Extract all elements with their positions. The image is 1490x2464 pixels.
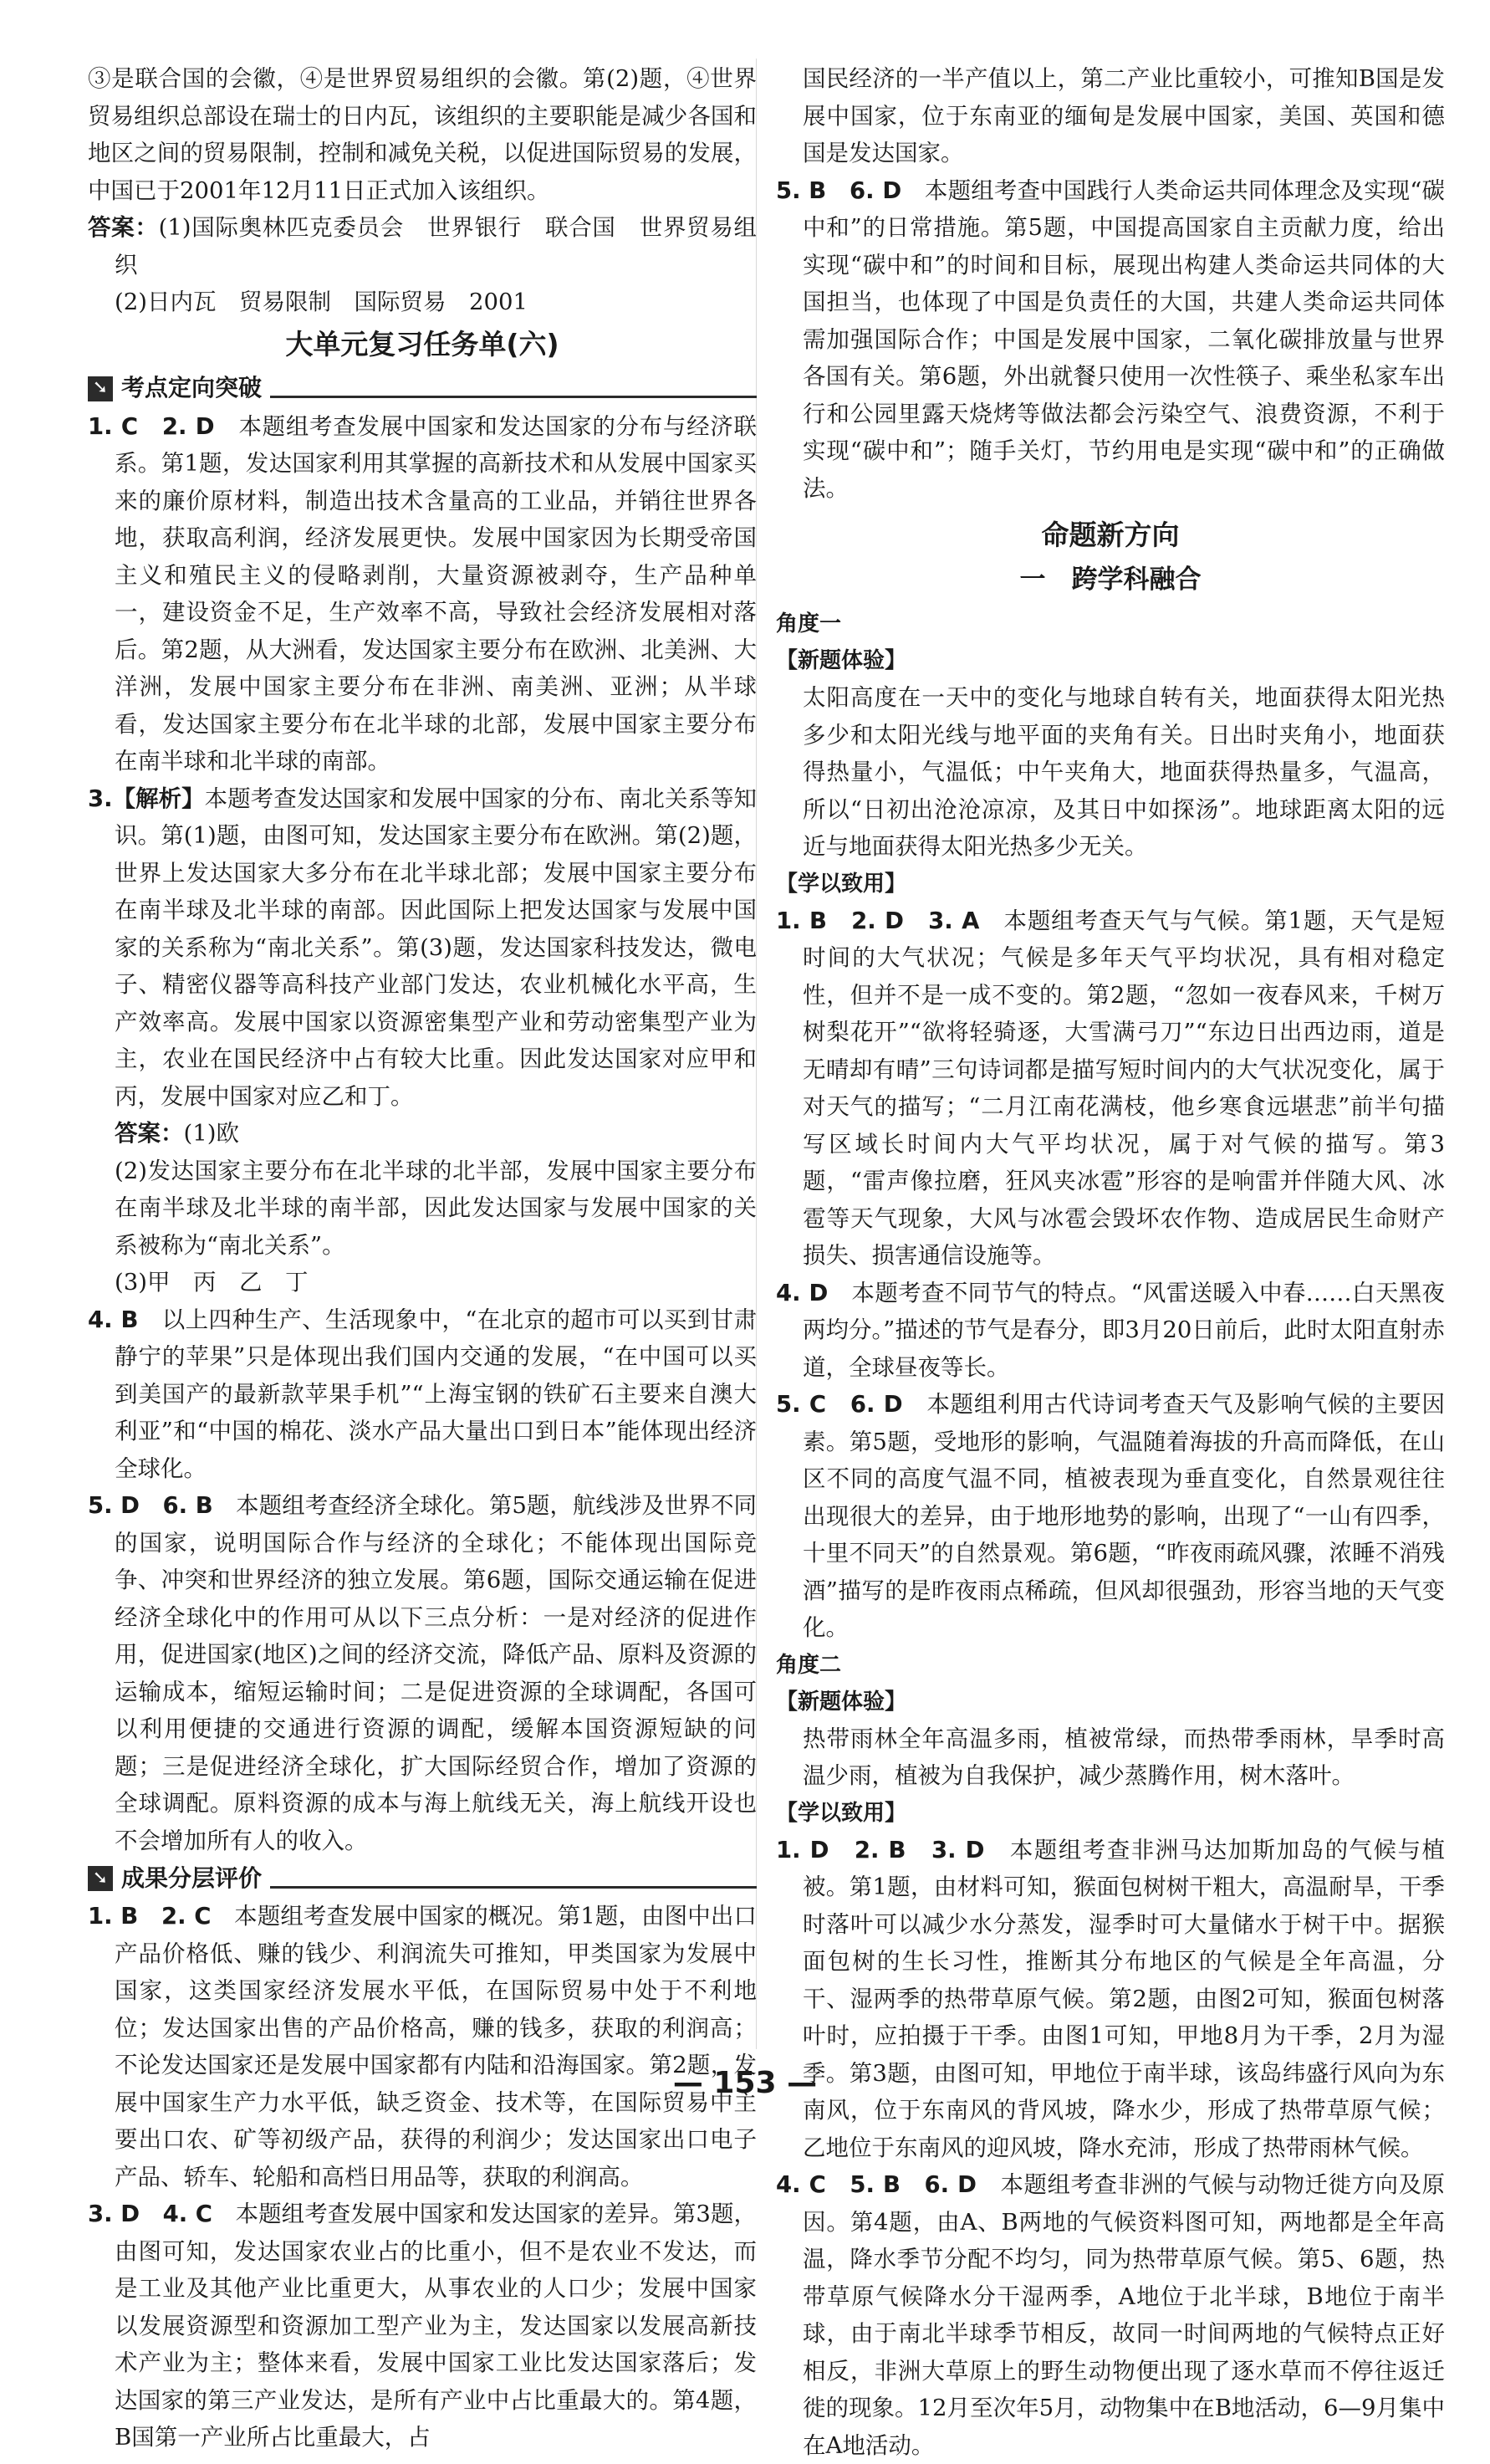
answer-item [88,1301,757,1488]
section-header-label: 成果分层评价 [121,1863,263,1892]
section-header [88,370,757,408]
explanation: 本题组考查非洲马达加斯加岛的气候与植被。第1题，由材料可知，猴面包树树干粗大，高温耐旱，干季时落叶可以减少水分蒸发，湿季时可大量储水于树干中。据猴面包树的生长习性，推断其分布地区的气候是全年高温，分干、湿两季的热带草原气候。第2题，由图2可知，猴面包树落叶时，应拍摄于干季。由图1可知，甲地8月为干季，2月为湿季。第3题，由图可知，甲地位于南半球，该岛纬盛行风向为东南风，位于东南风的背风坡，降水少，形成了热带草原气候；乙地位于东南风的迎风坡，降水充沛，形成了热带雨林气候。 [803,1836,1445,2161]
paragraph: 太阳高度在一天中的变化与地球自转有关，地面获得太阳光热多少和太阳光线与地平面的夹角有关。日出时夹角小，地面获得热量小，气温低；中午夹角大，地面获得热量多，气温高，所以“日初出沧沧凉凉，及其日中如探汤”。地球距离太阳的远近与地面获得太阳光热多少无关。 [803,684,1445,860]
answer-text: (2)日内瓦 贸易限制 国际贸易 2001 [115,289,528,315]
tag-heading: 【新题体验】 [776,1689,907,1715]
answer-text: (2)发达国家主要分布在北半球的北半部，发展中国家主要分布在南半球及北半球的南半部，因此发达国家与发展中国家的关系被称为“南北关系”。 [115,1157,757,1259]
question-number: 1. D 2. B 3. D [776,1836,985,1863]
answer-block [88,1115,757,1153]
question-number: 5. C 6. D [776,1391,903,1418]
explanation: 本题考查发达国家和发展中国家的分布、南北关系等知识。第(1)题，由图可知，发达国家主要分布在欧洲。第(2)题，世界上发达国家大多分布在北半球北部；发展中国家主要分布在南半球及北半球的南部。因此国际上把发达国家与发展中国家的关系称为“南北关系”。第(3)题，发达国家科技发达，微电子、精密仪器等高科技产业部门发达，农业机械化水平高，生产效率高。发展中国家以资源密集型产业和劳动密集型产业为主，农业在国民经济中占有较大比重。因此发达国家对应甲和丙，发展中国家对应乙和丁。 [115,785,757,1110]
paragraph: 国民经济的一半产值以上，第二产业比重较小，可推知B国是发展中国家，位于东南亚的缅甸是发展中国家，美国、英国和德国是发达国家。 [803,65,1445,166]
question-number: 3. D 4. C [88,2201,212,2227]
answer-item [88,408,757,780]
section-subtitle: 一 跨学科融合 [1019,565,1202,595]
section-title: 大单元复习任务单(六) [285,327,559,360]
answer-text: (1)欧 [183,1120,239,1147]
explanation: 本题组考查天气与气候。第1题，天气是短时间的大气状况；气候是多年天气平均状况，具有相对稳定性，但并不是一成不变的。第2题，“忽如一夜春风来，千树万树梨花开”“欲将轻骑逐，大雪满弓刀”“东边日出西边雨，道是无晴却有晴”三句诗词都是描写短时间内的大气状况变化，属于对天气的描写；“二月江南花满枝，他乡寒食远堪悲”前半句描写区域长时间内大气平均状况，属于对气候的描写。第3题，“雷声像拉磨，狂风夹冰雹”形容的是响雷并伴随大风、冰雹等天气现象，大风与冰雹会毁坏农作物、造成居民生命财产损失、损害通信设施等。 [803,907,1445,1269]
question-number: 4. D [776,1279,829,1306]
answer-block [88,209,757,284]
answer-item [88,2196,757,2456]
section-header [88,1859,757,1898]
question-number: 1. B 2. C [88,1903,212,1930]
answer-item [776,172,1445,508]
section-header-label: 考点定向突破 [121,374,263,402]
page-number: — 153 — [672,2066,818,2100]
question-number: 5. D 6. B [88,1492,213,1519]
angle-heading: 角度二 [776,1652,842,1678]
answer-item [776,1832,1445,2167]
answer-text: (1)国际奥林匹克委员会 世界银行 联合国 世界贸易组织 [115,214,758,279]
answer-item [776,1386,1445,1647]
explanation: 以上四种生产、生活现象中，“在北京的超市可以买到甘肃静宁的苹果”只是体现出我们国内交通的发展，“在中国可以买到美国产的最新款苹果手机”“上海宝钢的铁矿石主要来自澳大利亚”和“中国的棉花、淡水产品大量出口到日本”能体现出经济全球化。 [115,1306,757,1482]
answer-item [88,780,757,1116]
question-number: 4. C 5. B 6. D [776,2171,977,2198]
explanation: 本题组考查发展中国家和发达国家的分布与经济联系。第1题，发达国家利用其掌握的高新技术和从发展中国家买来的廉价原材料，制造出技术含量高的工业品，并销往世界各地，获取高利润，经济发展更快。发展中国家因为长期受帝国主义和殖民主义的侵略剥削，大量资源被剥夺，生产品种单一，建设资金不足，生产效率不高，导致社会经济发展相对落后。第2题，从大洲看，发达国家主要分布在欧洲、北美洲、大洋洲，发展中国家主要分布在非洲、南美洲、亚洲；从半球看，发达国家主要分布在北半球的北部，发展中国家主要分布在南半球和北半球的南部。 [115,412,757,774]
answer-label: 答案： [115,1120,184,1147]
question-number: 4. B [88,1306,139,1333]
explanation: 本题组考查发展中国家和发达国家的差异。第3题，由图可知，发达国家农业占的比重小，但不是农业不发达，而是工业及其他产业比重更大，从事农业的人口少；发展中国家以发展资源型和资源加工型产业为主，发达国家以发展高新技术产业为主；整体来看，发展中国家工业比发达国家落后；发达国家的第三产业发达，是所有产业中占比重最大的。第4题，B国第一产业所占比重最大，占 [115,2201,757,2451]
tag-heading: 【学以致用】 [776,871,907,897]
question-number: 1. B 2. D 3. A [776,907,980,934]
divider-line [270,396,757,398]
explanation: 本题组利用古代诗词考查天气及影响气候的主要因素。第5题，受地形的影响，气温随着海拔的升高而降低，在山区不同的高度气温不同，植被表现为垂直变化，自然景观往往出现很大的差异，由于地形地势的影响，出现了“一山有四季，十里不同天”的自然景观。第6题，“昨夜雨疏风骤，浓睡不消残酒”描写的是昨夜雨点稀疏，但风却很强劲，形容当地的天气变化。 [803,1391,1445,1641]
tag-heading: 【新题体验】 [776,648,907,673]
question-number: 3.【解析】 [88,785,205,812]
answer-item [88,1487,757,1859]
arrow-icon: ➘ [88,376,113,401]
paragraph: ③是联合国的会徽，④是世界贸易组织的会徽。第(2)题，④世界贸易组织总部设在瑞士的日内瓦，该组织的主要职能是减少各国和地区之间的贸易限制，控制和减免关税，以促进国际贸易的发展，中国已于2001年12月11日正式加入该组织。 [88,65,757,204]
right-column [776,60,1445,2464]
paragraph: 热带雨林全年高温多雨，植被常绿，而热带季雨林，旱季时高温少雨，植被为自我保护，减少蒸腾作用，树木落叶。 [803,1725,1445,1789]
answer-item [776,2166,1445,2464]
question-number: 1. C 2. D [88,412,215,440]
question-number: 5. B 6. D [776,176,902,204]
explanation: 本题组考查发展中国家的概况。第1题，由图中出口产品价格低、赚的钱少、利润流失可推知，甲类国家为发展中国家，这类国家经济发展水平低，在国际贸易中处于不利地位；发达国家出售的产品价格高，赚的钱多，获取的利润高；不论发达国家还是发展中国家都有内陆和沿海国家。第2题，发展中国家生产力水平低，缺乏资金、技术等，在国际贸易中主要出口农、矿等初级产品，获得的利润少；发达国家出口电子产品、轿车、轮船和高档日用品等，获取的利润高。 [115,1903,757,2191]
divider-line [270,1886,757,1889]
section-title: 命题新方向 [1041,519,1180,551]
angle-heading: 角度一 [776,611,842,636]
answer-text: (3)甲 丙 乙 丁 [115,1269,309,1296]
explanation: 本题组考查中国践行人类命运共同体理念及实现“碳中和”的日常措施。第5题，中国提高国家自主贡献力度，给出实现“碳中和”的时间和目标，展现出构建人类命运共同体的大国担当，也体现了中国是负责任的大国，共建人类命运共同体需加强国际合作；中国是发展中国家，二氧化碳排放量与世界各国有关。第6题，外出就餐只使用一次性筷子、乘坐私家车出行和公园里露天烧烤等做法都会污染空气、浪费资源，不利于实现“碳中和”；随手关灯，节约用电是实现“碳中和”的正确做法。 [803,176,1445,502]
explanation: 本题组考查经济全球化。第5题，航线涉及世界不同的国家，说明国际合作与经济的全球化；不能体现出国际竞争、冲突和世界经济的独立发展。第6题，国际交通运输在促进经济全球化中的作用可从以下三点分析：一是对经济的促进作用，促进国家(地区)之间的经济交流，降低产品、原料及资源的运输成本，缩短运输时间；二是促进资源的全球调配，各国可以利用便捷的交通进行资源的调配，缓解本国资源短缺的问题；三是促进经济全球化，扩大国际经贸合作，增加了资源的全球调配。原料资源的成本与海上航线无关，海上航线开设也不会增加所有人的收入。 [115,1492,757,1854]
answer-item [88,1898,757,2196]
arrow-icon: ➘ [88,1866,113,1891]
tag-heading: 【学以致用】 [776,1800,907,1826]
explanation: 本题组考查非洲的气候与动物迁徙方向及原因。第4题，由A、B两地的气候资料图可知，两地都是全年高温，降水季节分配不均匀，同为热带草原气候。第5、6题，热带草原气候降水分干湿两季，A地位于北半球，B地位于南半球，由于南北半球季节相反，故同一时间两地的气候特点正好相反，非洲大草原上的野生动物便出现了逐水草而不停往返迁徙的现象。12月至次年5月，动物集中在B地活动，6—9月集中在A地活动。 [803,2171,1445,2459]
explanation: 本题考查不同节气的特点。“风雷送暖入中春……白天黑夜两均分。”描述的节气是春分，即3月20日前后，此时太阳直射赤道，全球昼夜等长。 [803,1279,1446,1381]
answer-item [776,902,1445,1275]
answer-label: 答案： [88,214,159,241]
answer-item [776,1275,1445,1387]
